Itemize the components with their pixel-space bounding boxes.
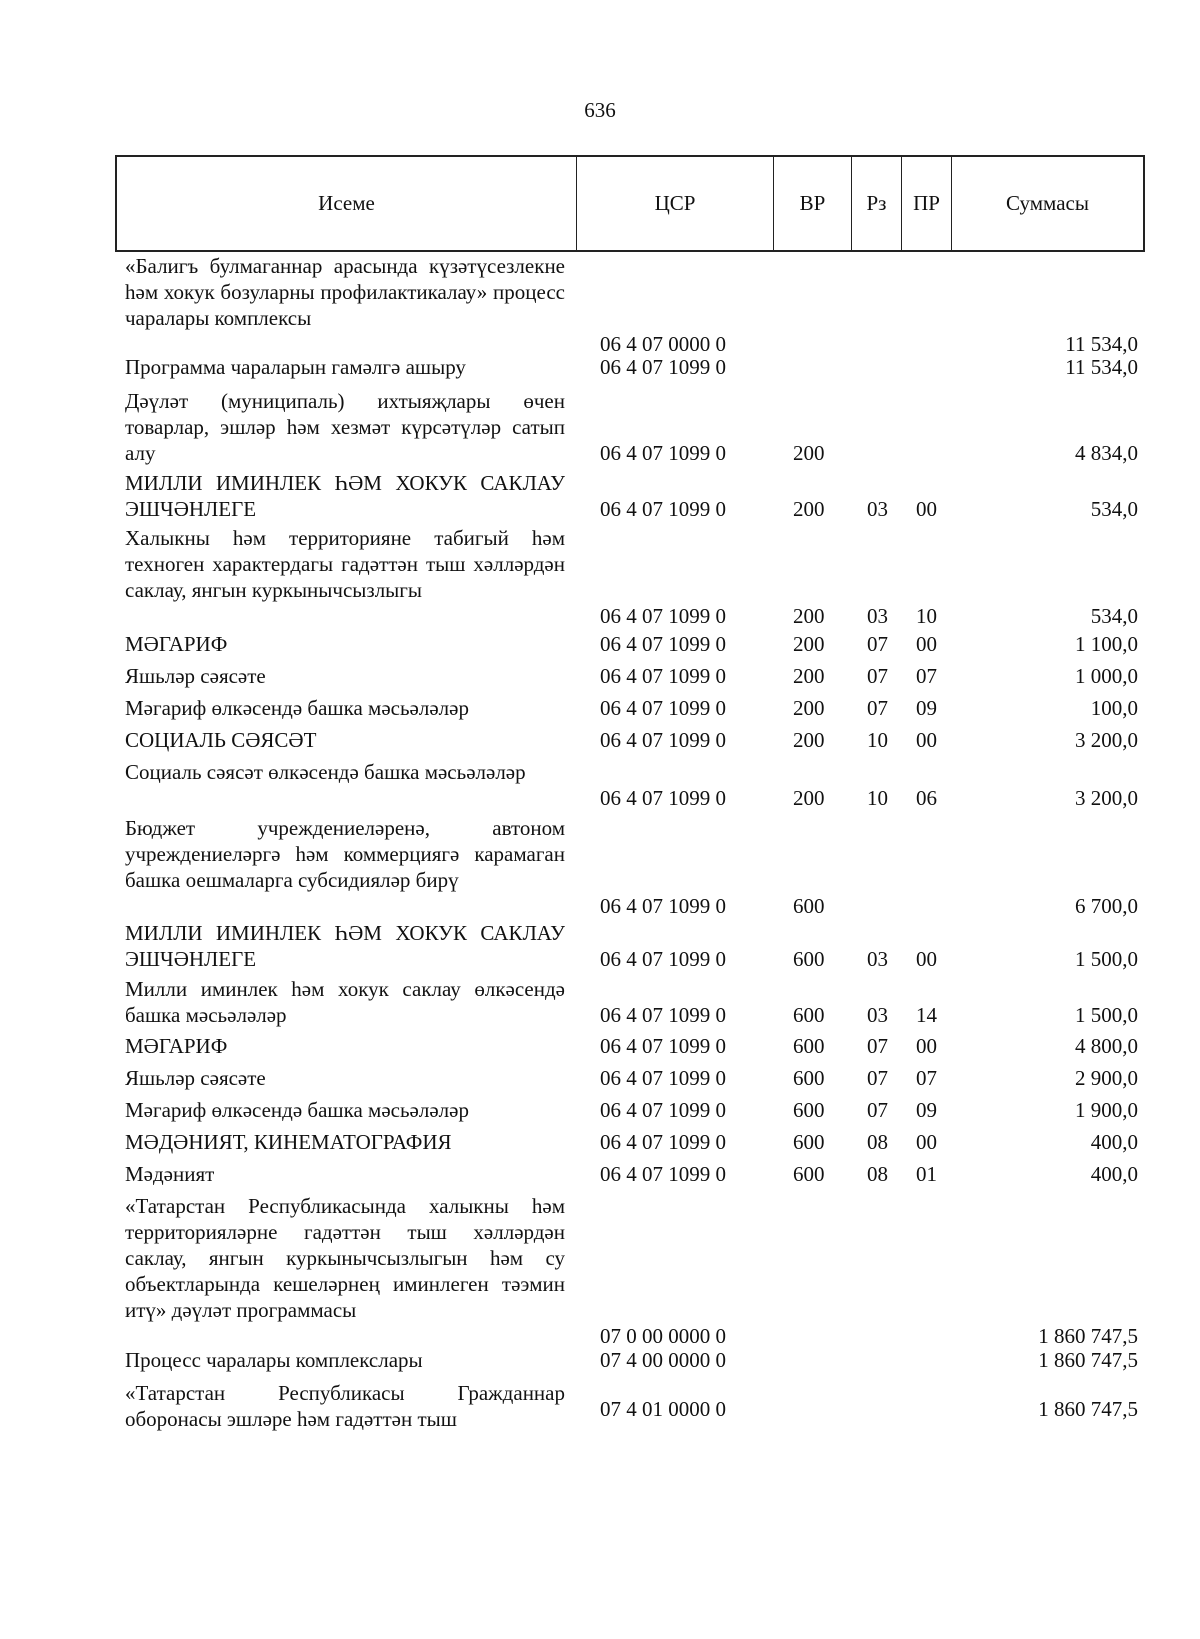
table-row (0, 920, 1200, 972)
cell-pr: 09 (916, 1098, 937, 1122)
table-row (0, 388, 1200, 466)
cell-rz: 07 (867, 1034, 888, 1058)
cell-sum: 1 000,0 (1075, 664, 1138, 688)
cell-sum: 1 860 747,5 (1038, 1397, 1138, 1421)
cell-csr: 06 4 07 1099 0 (600, 355, 726, 379)
page-number: 636 (584, 98, 616, 122)
cell-csr: 06 4 07 1099 0 (600, 894, 726, 918)
cell-rz: 08 (867, 1130, 888, 1154)
cell-csr: 06 4 07 1099 0 (600, 664, 726, 688)
cell-vr: 200 (793, 497, 825, 521)
cell-csr: 07 4 01 0000 0 (600, 1397, 726, 1421)
cell-pr: 00 (916, 1034, 937, 1058)
cell-name: Мәдәният (125, 1162, 215, 1186)
cell-pr: 00 (916, 947, 937, 971)
cell-vr: 600 (793, 894, 825, 918)
cell-pr: 07 (916, 1066, 937, 1090)
cell-csr: 07 4 00 0000 0 (600, 1348, 726, 1372)
cell-rz: 03 (867, 604, 888, 628)
table-row (0, 1065, 1200, 1091)
table-row (0, 253, 1200, 357)
cell-vr: 600 (793, 1066, 825, 1090)
cell-csr: 06 4 07 1099 0 (600, 1162, 726, 1186)
cell-name: Мәгариф өлкәсендә башка мәсьәләләр (125, 696, 469, 720)
header-name: Исеме (117, 157, 577, 250)
cell-sum: 1 900,0 (1075, 1098, 1138, 1122)
cell-vr: 600 (793, 1130, 825, 1154)
table-row (0, 631, 1200, 657)
cell-pr: 14 (916, 1003, 937, 1027)
cell-rz: 03 (867, 947, 888, 971)
cell-name: Программа чараларын гамәлгә ашыру (125, 355, 466, 379)
cell-sum: 1 500,0 (1075, 1003, 1138, 1027)
table-row (0, 727, 1200, 753)
table-row (0, 1129, 1200, 1155)
cell-name: Дәүләт (муниципаль) ихтыяҗлары өчен товарлар, эшләр һәм хезмәт күрсәтүләр сатып алу (125, 389, 565, 465)
cell-pr: 09 (916, 696, 937, 720)
cell-vr: 600 (793, 1162, 825, 1186)
header-vr: ВР (774, 157, 852, 250)
cell-name: «Балигъ булмаганнар арасында күзәтүсезлекне һәм хокук бозуларны профилактикалау» процесс чаралары комплексы (125, 254, 565, 330)
cell-csr: 06 4 07 1099 0 (600, 947, 726, 971)
cell-name: Процесс чаралары комплекслары (125, 1348, 423, 1372)
cell-name: Милли иминлек һәм хокук саклау өлкәсендә башка мәсьәләләр (125, 977, 565, 1027)
cell-pr: 07 (916, 664, 937, 688)
cell-name: «Татарстан Республикасында халыкны һәм территорияләрне гадәттән тыш хәлләрдән саклау, янгын куркынычсызлыгын һәм су объектларында кешеләрнең иминлеген тәэмин итү» дәүләт программасы (125, 1194, 565, 1322)
cell-csr: 06 4 07 1099 0 (600, 786, 726, 810)
cell-csr: 06 4 07 1099 0 (600, 1003, 726, 1027)
cell-rz: 07 (867, 632, 888, 656)
cell-sum: 400,0 (1090, 1130, 1138, 1154)
cell-pr: 00 (916, 728, 937, 752)
table-row (0, 695, 1200, 721)
cell-name: Бюджет учреждениеләренә, автоном учреждениеләргә һәм коммерциягә карамаган башка оешмаларга субсидияләр бирү (125, 816, 565, 892)
cell-vr: 200 (793, 696, 825, 720)
cell-csr: 06 4 07 1099 0 (600, 1034, 726, 1058)
cell-sum: 4 800,0 (1075, 1034, 1138, 1058)
cell-rz: 03 (867, 497, 888, 521)
header-rz: Рз (852, 157, 902, 250)
cell-vr: 600 (793, 1003, 825, 1027)
cell-name: Яшьләр сәясәте (125, 664, 266, 688)
cell-vr: 200 (793, 604, 825, 628)
table-row (0, 1347, 1200, 1373)
cell-sum: 3 200,0 (1075, 786, 1138, 810)
cell-name: МӘДӘНИЯТ, КИНЕМАТОГРАФИЯ (125, 1130, 452, 1154)
table-row (0, 1033, 1200, 1059)
table-row (0, 976, 1200, 1028)
cell-vr: 200 (793, 441, 825, 465)
cell-name: СОЦИАЛЬ СӘЯСӘТ (125, 728, 317, 752)
cell-pr: 00 (916, 497, 937, 521)
cell-name: «Татарстан Республикасы Гражданнар оборонасы эшләре һәм гадәттән тыш (125, 1381, 565, 1431)
cell-pr: 01 (916, 1162, 937, 1186)
cell-name: МӘГАРИФ (125, 1034, 228, 1058)
cell-vr: 200 (793, 632, 825, 656)
table-row (0, 1193, 1200, 1349)
header-pr: ПР (902, 157, 952, 250)
cell-csr: 06 4 07 1099 0 (600, 1098, 726, 1122)
table-row (0, 1380, 1200, 1432)
cell-sum: 4 834,0 (1075, 441, 1138, 465)
cell-sum: 6 700,0 (1075, 894, 1138, 918)
cell-vr: 600 (793, 1034, 825, 1058)
cell-rz: 07 (867, 696, 888, 720)
table-row (0, 354, 1200, 380)
cell-name: МӘГАРИФ (125, 632, 228, 656)
cell-csr: 06 4 07 1099 0 (600, 497, 726, 521)
cell-sum: 1 100,0 (1075, 632, 1138, 656)
cell-rz: 07 (867, 664, 888, 688)
table-row (0, 815, 1200, 919)
cell-rz: 08 (867, 1162, 888, 1186)
table-row (0, 525, 1200, 629)
table-row (0, 1161, 1200, 1187)
cell-name: МИЛЛИ ИМИНЛЕК ҺӘМ ХОКУК САКЛАУ ЭШЧӘНЛЕГЕ (125, 921, 565, 971)
cell-sum: 3 200,0 (1075, 728, 1138, 752)
cell-pr: 00 (916, 632, 937, 656)
cell-rz: 10 (867, 728, 888, 752)
cell-name: Социаль сәясәт өлкәсендә башка мәсьәләләр (125, 760, 526, 784)
cell-vr: 200 (793, 786, 825, 810)
table-header (115, 155, 1145, 252)
cell-sum: 100,0 (1090, 696, 1138, 720)
cell-csr: 06 4 07 1099 0 (600, 1130, 726, 1154)
cell-name: Мәгариф өлкәсендә башка мәсьәләләр (125, 1098, 469, 1122)
table-row (0, 1097, 1200, 1123)
cell-vr: 200 (793, 728, 825, 752)
cell-csr: 06 4 07 0000 0 (600, 332, 726, 356)
table-row (0, 759, 1200, 811)
cell-sum: 11 534,0 (1065, 332, 1138, 356)
cell-name: Халыкны һәм территорияне табигый һәм техноген характердагы гадәттән тыш хәлләрдән саклау, янгын куркынычсызлыгы (125, 526, 565, 602)
header-sum: Суммасы (1006, 191, 1089, 215)
header-csr: ЦСР (577, 157, 774, 250)
cell-sum: 1 860 747,5 (1038, 1324, 1138, 1348)
cell-vr: 600 (793, 1098, 825, 1122)
cell-sum: 1 500,0 (1075, 947, 1138, 971)
cell-pr: 00 (916, 1130, 937, 1154)
cell-rz: 07 (867, 1098, 888, 1122)
cell-vr: 200 (793, 664, 825, 688)
cell-vr: 600 (793, 947, 825, 971)
cell-sum: 534,0 (1090, 604, 1138, 628)
cell-csr: 06 4 07 1099 0 (600, 696, 726, 720)
cell-csr: 06 4 07 1099 0 (600, 632, 726, 656)
cell-csr: 06 4 07 1099 0 (600, 728, 726, 752)
cell-rz: 10 (867, 786, 888, 810)
cell-csr: 06 4 07 1099 0 (600, 604, 726, 628)
cell-rz: 07 (867, 1066, 888, 1090)
table-row (0, 470, 1200, 522)
cell-sum: 400,0 (1090, 1162, 1138, 1186)
cell-name: МИЛЛИ ИМИНЛЕК ҺӘМ ХОКУК САКЛАУ ЭШЧӘНЛЕГЕ (125, 471, 565, 521)
cell-rz: 03 (867, 1003, 888, 1027)
cell-csr: 07 0 00 0000 0 (600, 1324, 726, 1348)
cell-sum: 11 534,0 (1065, 355, 1138, 379)
cell-pr: 10 (916, 604, 937, 628)
table-row (0, 663, 1200, 689)
cell-sum: 2 900,0 (1075, 1066, 1138, 1090)
cell-csr: 06 4 07 1099 0 (600, 441, 726, 465)
cell-sum: 1 860 747,5 (1038, 1348, 1138, 1372)
cell-pr: 06 (916, 786, 937, 810)
cell-sum: 534,0 (1090, 497, 1138, 521)
cell-name: Яшьләр сәясәте (125, 1066, 266, 1090)
cell-csr: 06 4 07 1099 0 (600, 1066, 726, 1090)
